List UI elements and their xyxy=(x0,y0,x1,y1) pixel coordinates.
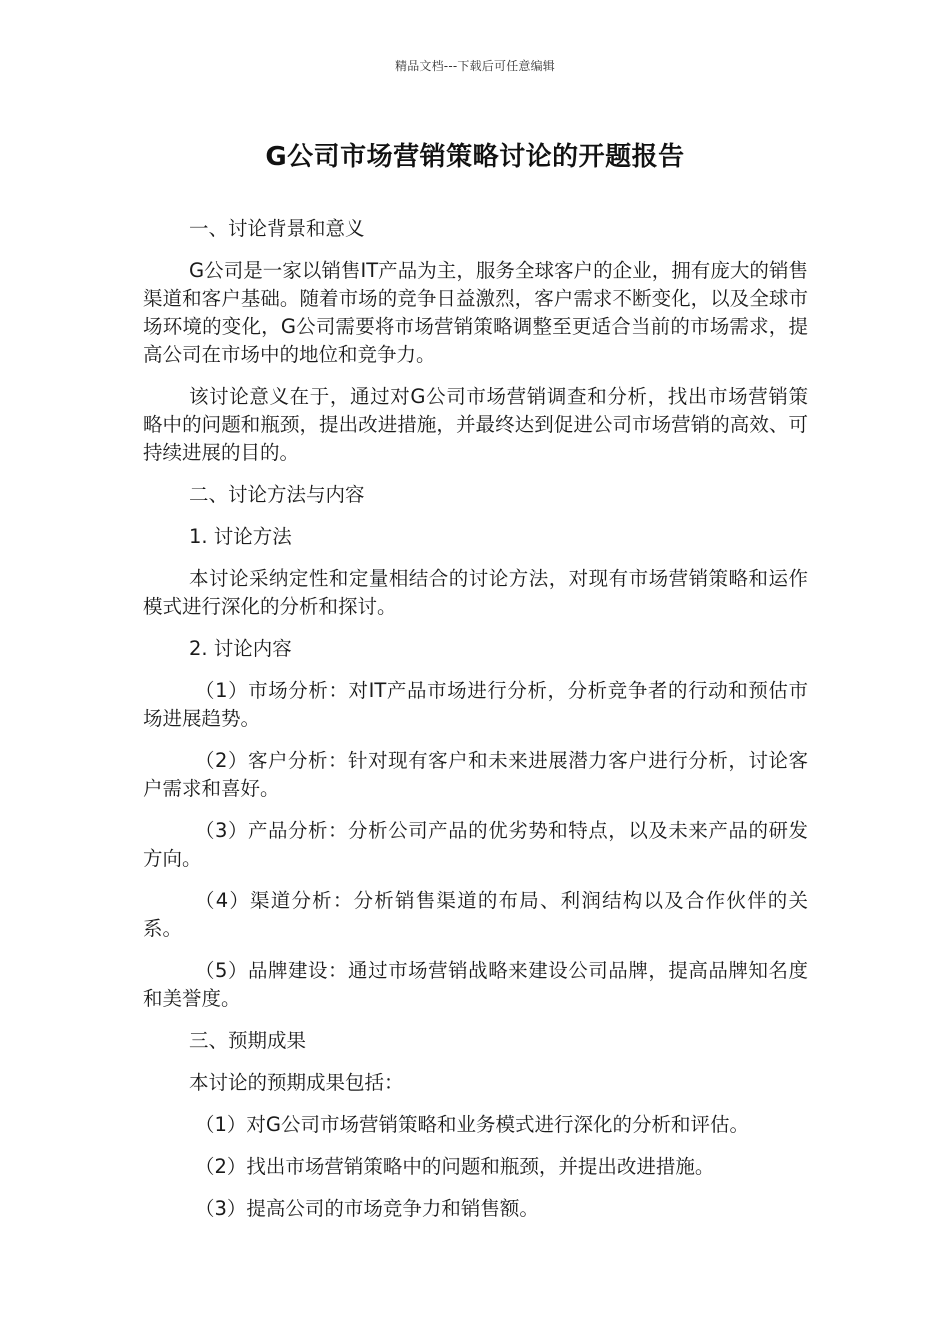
paragraph-significance: 该讨论意义在于，通过对G公司市场营销调查和分析，找出市场营销策略中的问题和瓶颈，提出改进措施，并最终达到促进公司市场营销的高效、可持续进展的目的。 xyxy=(143,385,808,464)
paragraph-background: G公司是一家以销售IT产品为主，服务全球客户的企业，拥有庞大的销售渠道和客户基础。随着市场的竞争日益激烈，客户需求不断变化，以及全球市场环境的变化，G公司需要将市场营销策略调整至更适合当前的市场需求，提高公司在市场中的地位和竞争力。 xyxy=(143,259,808,366)
content-item-brand: （5）品牌建设：通过市场营销战略来建设公司品牌，提高品牌知名度和美誉度。 xyxy=(143,959,808,1010)
section-heading-background: 一、讨论背景和意义 xyxy=(189,217,365,240)
outcome-item-2: （2）找出市场营销策略中的问题和瓶颈，并提出改进措施。 xyxy=(195,1155,715,1178)
content-item-market: （1）市场分析：对IT产品市场进行分析，分析竞争者的行动和预估市场进展趋势。 xyxy=(143,679,808,730)
content-item-customer: （2）客户分析：针对现有客户和未来进展潜力客户进行分析，讨论客户需求和喜好。 xyxy=(143,749,808,800)
paragraph-methods: 本讨论采纳定性和定量相结合的讨论方法，对现有市场营销策略和运作模式进行深化的分析和探讨。 xyxy=(143,567,808,618)
outcome-item-3: （3）提高公司的市场竞争力和销售额。 xyxy=(195,1197,539,1220)
document-title: G公司市场营销策略讨论的开题报告 xyxy=(265,142,685,172)
outcome-item-1: （1）对G公司市场营销策略和业务模式进行深化的分析和评估。 xyxy=(195,1113,750,1136)
content-item-channel: （4）渠道分析：分析销售渠道的布局、利润结构以及合作伙伴的关系。 xyxy=(143,889,808,940)
section-heading-methods: 二、讨论方法与内容 xyxy=(189,483,365,506)
paragraph-outcomes-intro: 本讨论的预期成果包括： xyxy=(189,1071,404,1094)
subheading-methods: 1. 讨论方法 xyxy=(189,525,292,548)
document-body xyxy=(143,215,808,1237)
subheading-content: 2. 讨论内容 xyxy=(189,637,292,660)
section-heading-outcomes: 三、预期成果 xyxy=(189,1029,307,1052)
content-item-product: （3）产品分析：分析公司产品的优劣势和特点，以及未来产品的研发方向。 xyxy=(143,819,808,870)
page-header-note: 精品文档---下载后可任意编辑 xyxy=(395,59,555,73)
